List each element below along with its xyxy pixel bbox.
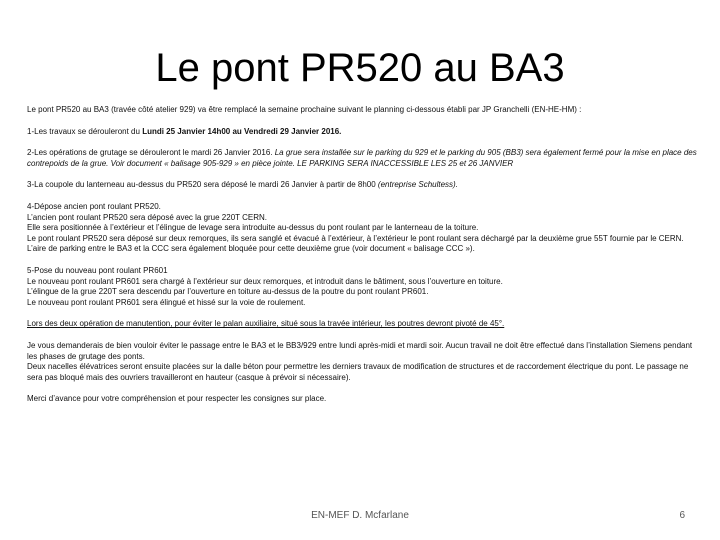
page-number: 6: [679, 510, 685, 521]
item-3-text: 3-La coupole du lanterneau au-dessus du PR520 sera déposé le mardi 26 Janvier à partir de 8h00: [27, 180, 378, 190]
item-4-line-4: Le pont roulant PR520 sera déposé sur deux remorques, ils sera sanglé et évacué à l’extérieur, à l’extérieur le pont roulant sera déchargé par la deuxième grue 55T fournie par le CERN. L’aire de parking entre le BA3 et la CCC sera également bloquée pour cette deuxième grue (voir document « balisage CCC »).: [27, 233, 684, 254]
item-2-text: 2-Les opérations de grutage se dérouleront le mardi 26 Janvier 2016.: [27, 148, 275, 158]
item-5-paragraph: [27, 266, 700, 308]
item-4-line-2: L’ancien pont roulant PR520 sera déposé avec la grue 220T CERN.: [27, 212, 268, 222]
item-2-paragraph: [27, 148, 700, 169]
item-4-line-3: Elle sera positionnée à l’extérieur et l’élingue de levage sera introduite au-dessus du pont roulant par le lanterneau de la toiture.: [27, 223, 479, 233]
item-5-line-4: Le nouveau pont roulant PR601 sera élingué et hissé sur la voie de roulement.: [27, 297, 306, 307]
item-5-line-3: L’élingue de la grue 220T sera descendu par l’ouverture en toiture au-dessus de la poutre du pont roulant PR601.: [27, 287, 429, 297]
passage-line-1: Je vous demanderais de bien vouloir éviter le passage entre le BA3 et le BB3/929 entre lundi après-midi et mardi soir. Aucun travail ne doit être effectué dans l’installation Siemens pendant les phases de grutage des ponts.: [27, 340, 693, 361]
item-1-text: 1-Les travaux se dérouleront du: [27, 126, 143, 136]
pivot-note: Lors des deux opération de manutention, pour éviter le palan auxiliaire, situé sous la travée intérieur, les poutres devront pivoté de 45°.: [27, 319, 505, 329]
slide-body: [27, 105, 700, 416]
item-3-company: (entreprise Schultess).: [377, 180, 458, 190]
item-5-line-1: 5-Pose du nouveau pont roulant PR601: [27, 265, 168, 275]
thanks-paragraph: Merci d’avance pour votre compréhension et pour respecter les consignes sur place.: [27, 394, 327, 404]
passage-line-2: Deux nacelles élévatrices seront ensuite placées sur la dalle béton pour permettre les derniers travaux de modification de structures et de raccordement électrique du pont. Le passage ne sera pas bloqué mais des ouvriers travailleront en hauteur (casque à prévoir si nécessaire).: [27, 362, 689, 382]
slide-title: Le pont PR520 au BA3: [155, 46, 565, 90]
passage-paragraph: [27, 341, 700, 383]
item-1-paragraph: [27, 127, 700, 138]
item-1-dates: Lundi 25 Janvier 14h00 au Vendredi 29 Janvier 2016.: [142, 126, 342, 136]
intro-paragraph: Le pont PR520 au BA3 (travée côté atelier 929) va être remplacé la semaine prochaine suivant le planning ci-dessous établi par JP Granchelli (EN-HE-HM) :: [27, 105, 582, 114]
item-4-paragraph: [27, 202, 700, 255]
item-4-line-1: 4-Dépose ancien pont roulant PR520.: [27, 201, 161, 211]
item-3-paragraph: [27, 180, 700, 191]
item-2-details: La grue sera installée sur le parking du 929 et le parking du 905 (BB3) sera également fermé pour la mise en place des contrepoids de la grue. Voir document « balisage 905-929 » en pièce jointe. LE PARKING SERA INACCESSIBLE LES 25 et 26 JANVIER: [27, 148, 697, 168]
item-5-line-2: Le nouveau pont roulant PR601 sera chargé à l’extérieur sur deux remorques, et introduit dans le bâtiment, sous l’ouverture en toiture.: [27, 276, 503, 286]
footer-author: EN-MEF D. Mcfarlane: [311, 510, 409, 521]
